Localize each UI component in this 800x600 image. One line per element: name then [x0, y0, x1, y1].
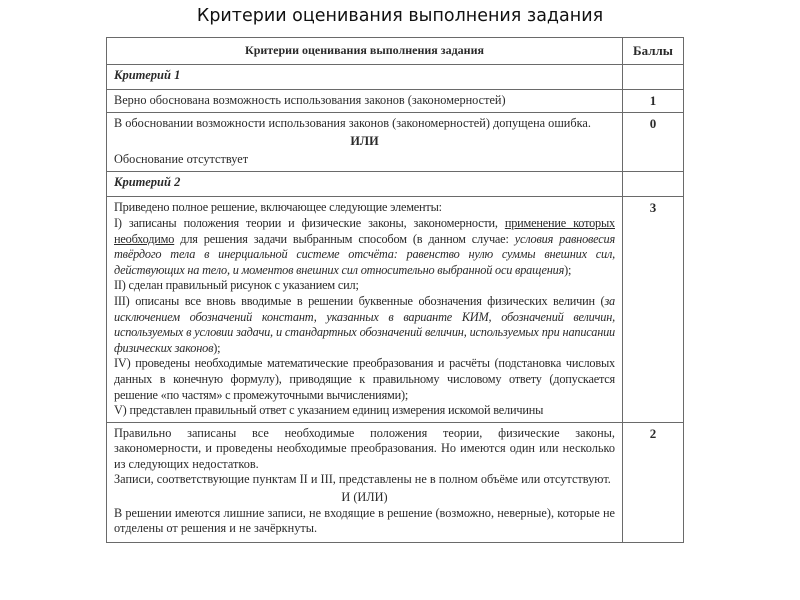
item-3 — [114, 294, 615, 356]
criterion-1-label: Критерий 1 — [107, 65, 623, 90]
score-column-header: Баллы — [623, 38, 684, 65]
criterion-2-label: Критерий 2 — [107, 172, 623, 197]
item-5: V) представлен правильный ответ с указанием единиц измерения искомой величины — [114, 403, 544, 418]
criterion-1-score-0-cell — [107, 112, 623, 172]
item-1-text: I) записаны положения теории и физические законы, закономерности, — [114, 215, 505, 230]
item-1-text-mid: для решения задачи выбранным способом (в данном случае: — [174, 231, 515, 246]
criterion-1-score-0-text-a: В обосновании возможности использования законов (закономерностей) допущена ошибка. — [114, 115, 591, 130]
slide-title: Критерии оценивания выполнения задания — [196, 6, 604, 26]
table-header-row — [107, 38, 684, 65]
or-separator: ИЛИ — [350, 134, 379, 149]
table-row — [107, 422, 684, 542]
partial-text-c: В решении имеются лишние записи, не входящие в решение (возможно, неверные), которые не отделены от решения и не зачёркнуты. — [114, 505, 615, 536]
partial-text-b: Записи, соответствующие пунктам II и III, представлены не в полном объёме или отсутствуют. — [114, 472, 611, 487]
score-value: 3 — [623, 197, 684, 422]
item-2: II) сделан правильный рисунок с указанием сил; — [114, 278, 359, 293]
criteria-column-header: Критерии оценивания выполнения задания — [107, 38, 623, 65]
and-or-separator: И (ИЛИ) — [341, 490, 388, 505]
table-row — [107, 197, 684, 422]
item-1-underlined: применение которых необходимо — [114, 215, 615, 246]
item-3-end: ); — [213, 340, 221, 355]
partial-text-a: Правильно записаны все необходимые положения теории, физические законы, закономерности, и проведены необходимые преобразования. Но имеются один или несколько из следующих недостатков. — [114, 425, 615, 471]
criterion-2-header-row — [107, 172, 684, 197]
criterion-1-header-row — [107, 65, 684, 90]
table-row — [107, 112, 684, 172]
item-3-text: III) описаны все вновь вводимые в решении буквенные обозначения физических величин ( — [114, 293, 605, 308]
item-4: IV) проведены необходимые математические преобразования и расчёты (подстановка числовых данных в конечную формулу), приводящие к правильному числовому ответу (допускается решение «по частям» с промежуточными вычислениями); — [114, 356, 615, 402]
empty-score-cell — [623, 65, 684, 90]
empty-score-cell — [623, 172, 684, 197]
criterion-1-score-0-text-b: Обоснование отсутствует — [114, 151, 249, 166]
full-solution-intro: Приведено полное решение, включающее следующие элементы: — [114, 200, 442, 215]
item-1-italic: условия равновесия твёрдого тела в инерциальной системе отсчёта: равенство нулю суммы внешних сил, действующих на тело, и моментов внешних сил относительно выбранной оси вращения — [114, 231, 615, 277]
table-row — [107, 90, 684, 113]
score-value: 1 — [623, 90, 684, 113]
item-1-end: ); — [564, 262, 572, 277]
criterion-2-full-solution-cell — [107, 197, 623, 422]
score-value: 0 — [623, 112, 684, 172]
criteria-table — [106, 37, 684, 543]
criterion-2-partial-cell — [107, 422, 623, 542]
item-1 — [114, 216, 615, 278]
item-3-italic: за исключением обозначений констант, указанных в варианте КИМ, обозначений величин, используемых в условии задачи, и стандартных обозначений величин, используемых при написании физических законов — [114, 293, 615, 355]
criterion-1-score-1-text: Верно обоснована возможность использования законов (закономерностей) — [107, 90, 623, 113]
score-value: 2 — [623, 422, 684, 542]
